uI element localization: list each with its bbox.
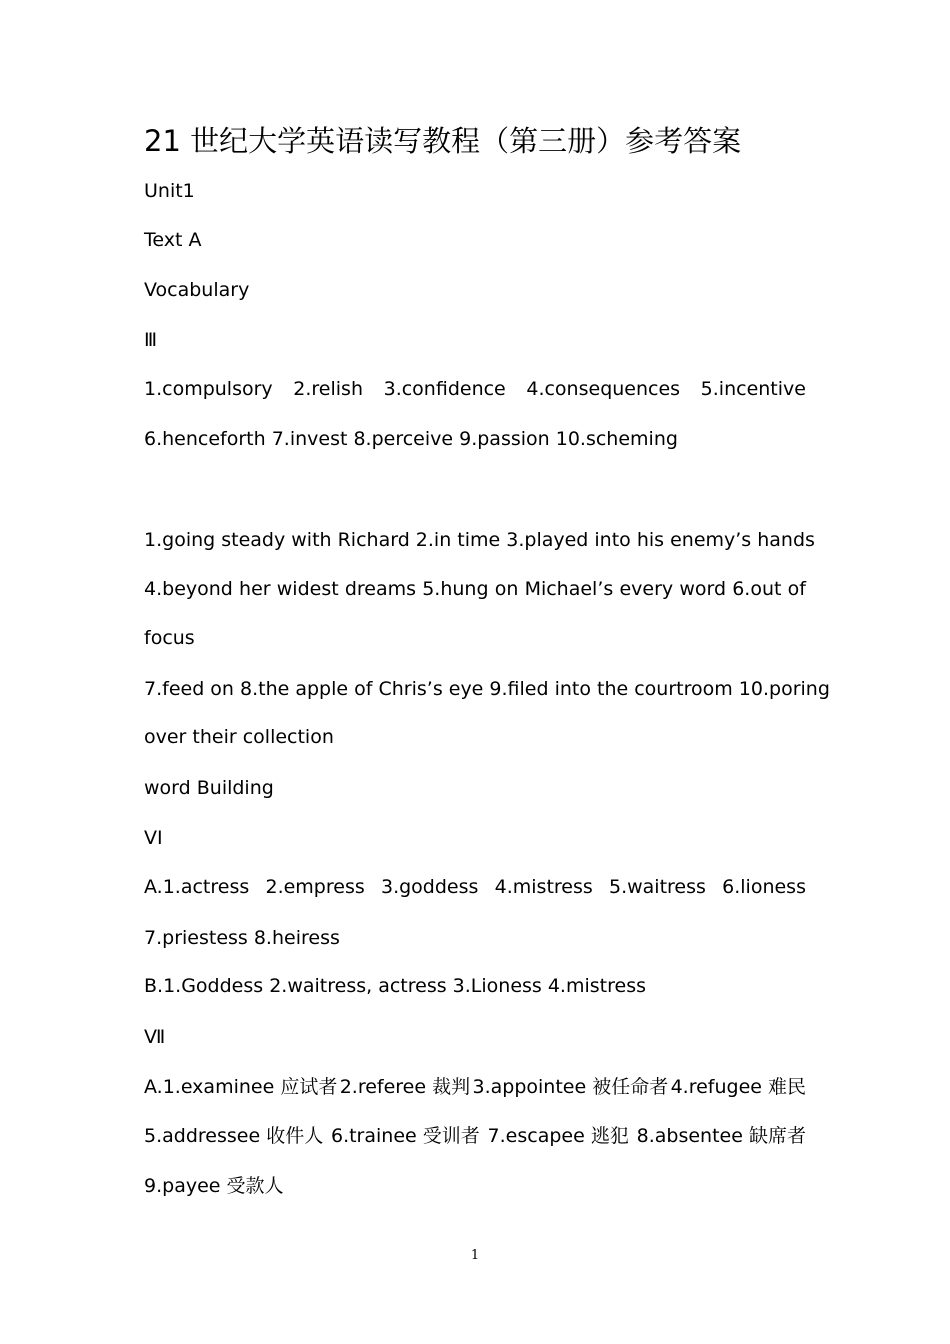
phrases-line-3: focus <box>144 627 195 649</box>
vii-answer: 8.absentee 缺席者 <box>636 1125 806 1147</box>
vocab-iii-row-1 <box>144 376 806 402</box>
vocabulary-heading: Vocabulary <box>144 279 250 301</box>
vii-answer: 6.trainee 受训者 <box>330 1125 480 1147</box>
vii-answer: 5.addressee 收件人 <box>144 1125 324 1147</box>
vii-a-row-1 <box>144 1074 806 1100</box>
phrase-word: widest <box>276 578 339 600</box>
vocab-answer: 3.confidence <box>383 378 506 400</box>
phrase-word: word <box>679 578 727 600</box>
phrases-line-5: over their collection <box>144 726 334 748</box>
phrases-line-2 <box>144 576 806 602</box>
vi-answer: 5.waitress <box>609 876 706 898</box>
phrase-word: every <box>619 578 674 600</box>
phrase-word: dreams <box>344 578 417 600</box>
vii-answer: 2.referee 裁判 <box>339 1076 471 1098</box>
vii-a-row-3: 9.payee 受款人 <box>144 1175 284 1197</box>
unit-heading: Unit1 <box>144 180 195 202</box>
vii-answer: 4.refugee 难民 <box>670 1076 806 1098</box>
phrase-word: 4.beyond <box>144 578 233 600</box>
vocab-iii-row-2: 6.henceforth 7.invest 8.perceive 9.passion 10.scheming <box>144 428 678 450</box>
section-vi-heading: VI <box>144 827 163 849</box>
phrase-word: 6.out <box>732 578 782 600</box>
vii-a-row-2 <box>144 1123 806 1149</box>
phrase-word: her <box>239 578 271 600</box>
phrase-word: Michael’s <box>524 578 614 600</box>
phrases-line-1: 1.going steady with Richard 2.in time 3.played into his enemy’s hands <box>144 529 815 551</box>
document-title: 21 世纪大学英语读写教程（第三册）参考答案 <box>144 124 742 158</box>
phrase-word: on <box>494 578 519 600</box>
vii-answer: 7.escapee 逃犯 <box>487 1125 629 1147</box>
text-heading: Text A <box>144 229 202 251</box>
vii-answer: 3.appointee 被任命者 <box>472 1076 669 1098</box>
section-iii-heading: Ⅲ <box>144 329 158 351</box>
vi-answer: 3.goddess <box>380 876 479 898</box>
phrases-line-4: 7.feed on 8.the apple of Chris’s eye 9.filed into the courtroom 10.poring <box>144 678 830 700</box>
word-building-heading: word Building <box>144 777 274 799</box>
vocab-answer: 1.compulsory <box>144 378 273 400</box>
vi-answer: 6.lioness <box>722 876 806 898</box>
vii-answer: A.1.examinee 应试者 <box>144 1076 338 1098</box>
vi-answer: A.1.actress <box>144 876 250 898</box>
vocab-answer: 5.incentive <box>700 378 806 400</box>
section-vii-heading: Ⅶ <box>144 1026 166 1048</box>
page-number: 1 <box>470 1248 480 1263</box>
vi-answer: 2.empress <box>265 876 365 898</box>
vocab-answer: 4.consequences <box>526 378 681 400</box>
phrase-word: of <box>787 578 806 600</box>
phrase-word: 5.hung <box>422 578 489 600</box>
vocab-answer: 2.relish <box>293 378 363 400</box>
vi-b-row: B.1.Goddess 2.waitress, actress 3.Lioness 4.mistress <box>144 975 646 997</box>
vi-answer: 4.mistress <box>494 876 593 898</box>
vi-a-row-2: 7.priestess 8.heiress <box>144 927 340 949</box>
vi-a-row-1 <box>144 874 806 900</box>
